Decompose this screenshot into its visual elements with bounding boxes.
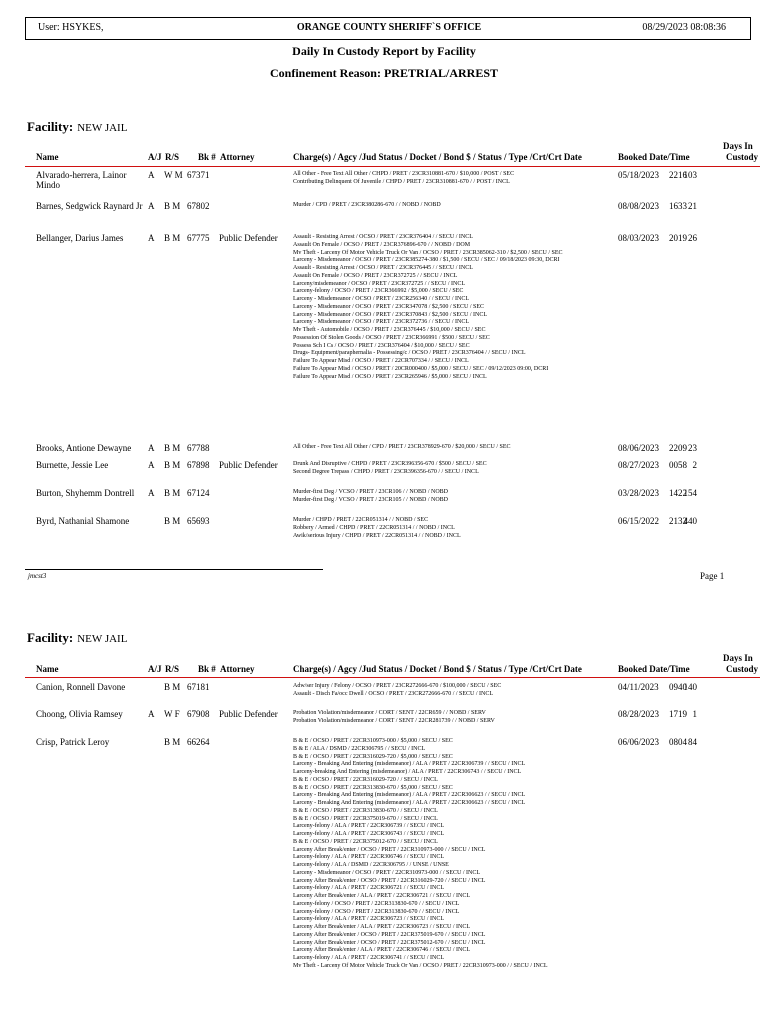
col-name: Name: [36, 664, 59, 674]
charge-line: Larceny - Breaking And Entering (misdemeanor) / ALA / PRET / 22CR306623 / / SECU / INCL: [293, 800, 526, 806]
charge-line: Failure To Appear Misd / OCSO / PRET / 22CR707334 / / SECU / INCL: [293, 358, 469, 364]
col-days-top: Days In: [723, 653, 753, 663]
col-name: Name: [36, 152, 59, 162]
booked-time: 2019: [669, 233, 687, 243]
charge-line: Adw/ser Injury / Felony / OCSO / PRET / 23CR272666-670 / $100,000 / SECU / SEC: [293, 683, 502, 689]
charge-line: Robbery / Armed / CHPD / PRET / 22CR051314 / / NOBD / INCL: [293, 524, 455, 531]
charge-line: Mv Theft - Larceny Of Motor Vehicle Truck Or Van / OCSO / PRET / 22CR310973-000 / / SECU / INCL: [293, 962, 548, 969]
booked-time: 2209: [669, 443, 687, 453]
days-in-custody: 1: [692, 709, 697, 719]
charge-line: B & E / OCSO / PRET / 22CR316029-720 / / SECU / INCL: [293, 776, 438, 783]
adult-juvenile: A: [148, 233, 155, 243]
inmate-name: Burton, Shyhemm Dontrell: [36, 488, 135, 498]
user-label: User: HSYKES,: [38, 22, 104, 33]
col-attorney: Attorney: [220, 664, 255, 674]
charges-list: [293, 710, 611, 726]
charges-list: [293, 461, 611, 477]
inmate-name: Barnes, Sedgwick Raynard Jr: [36, 201, 143, 211]
days-in-custody: 103: [683, 170, 697, 180]
charge-line: Larceny-felony / ALA / PRET / 22CR306743 / / SECU / INCL: [293, 831, 445, 837]
booked-date: 03/28/2023: [618, 488, 660, 498]
days-in-custody: 23: [688, 443, 697, 453]
charge-line: Larceny-felony / ALA / PRET / 22CR306739 / / SECU / INCL: [293, 823, 445, 830]
charge-line: Larceny-felony / ALA / DSMD / 22CR306795 / / UNSE / UNSE: [293, 862, 449, 868]
facility-name: NEW JAIL: [77, 122, 128, 134]
charge-line: Larceny After Break/enter / OCSO / PRET / 22CR310973-000 / / SECU / INCL: [293, 846, 486, 853]
attorney: Public Defender: [219, 709, 278, 719]
days-in-custody: 21: [688, 201, 697, 211]
charge-line: Larceny - Misdemeanor / OCSO / PRET / 23CR256340 / / SECU / INCL: [293, 296, 470, 302]
charges-list: [293, 517, 611, 540]
days-in-custody: 440: [683, 516, 697, 526]
race-sex: B M: [164, 443, 181, 453]
booking-number: 67802: [187, 201, 210, 211]
days-in-custody: 26: [688, 233, 697, 243]
charge-line: Probation Violation/misdemeanor / CORT / SENT / 22CR281739 / / NOBD / SERV: [293, 717, 495, 724]
booked-time: 0804: [669, 737, 687, 747]
inmate-name: Crisp, Patrick Leroy: [36, 737, 110, 747]
adult-juvenile: A: [148, 709, 155, 719]
charge-line: Larceny After Break/enter / OCSO / PRET / 22CR316029-720 / / SECU / INCL: [293, 877, 486, 884]
booked-date: 08/28/2023: [618, 709, 660, 719]
col-bk: Bk #: [198, 664, 216, 674]
charge-line: Assault - Disch Fa/occ Dwell / OCSO / PRET / 23CR272666-670 / / SECU / INCL: [293, 690, 494, 697]
charge-line: Drunk And Disruptive / CHPD / PRET / 23CR396356-670 / $500 / SECU / SEC: [293, 461, 487, 467]
col-days-bottom: Custody: [726, 152, 759, 162]
facility-heading: [27, 119, 127, 135]
charge-line: Awik/serious Injury / CHPD / PRET / 22CR051314 / / NOBD / INCL: [293, 532, 461, 539]
charge-line: Larceny-breaking And Entering (misdemeanor) / ALA / PRET / 22CR306743 / / SECU / INCL: [293, 769, 522, 775]
charge-line: Mv Theft - Larceny Of Motor Vehicle Truck Or Van / OCSO / PRET / 23CR385062-310 / $2,500 / SECU / SEC: [293, 249, 563, 256]
charges-list: [293, 202, 611, 210]
days-in-custody: 2: [692, 460, 697, 470]
charge-line: Larceny After Break/enter / ALA / PRET / 22CR306746 / / SECU / INCL: [293, 947, 471, 954]
charge-line: Larceny - Misdemeanor / OCSO / PRET / 23CR370843 / $2,500 / SECU / INCL: [293, 311, 488, 318]
charge-line: Larceny After Break/enter / ALA / PRET / 22CR306721 / / SECU / INCL: [293, 893, 471, 899]
days-in-custody: 140: [683, 682, 697, 692]
booked-time: 0940: [669, 682, 687, 692]
booking-number: 66264: [187, 737, 210, 747]
booked-date: 04/11/2023: [618, 682, 659, 692]
booking-number: 67908: [187, 709, 210, 719]
charges-list: [293, 444, 611, 452]
days-in-custody: 84: [688, 737, 697, 747]
charge-line: Assault On Female / OCSO / PRET / 23CR376896-670 / / NOBD / DOM: [293, 241, 471, 248]
charges-list: [293, 171, 611, 187]
col-rs: R/S: [165, 664, 180, 674]
booking-number: 67371: [187, 170, 210, 180]
charge-line: Larceny - Breaking And Entering (misdemeanor) / ALA / PRET / 22CR306739 / / SECU / INCL: [293, 761, 526, 768]
adult-juvenile: A: [148, 460, 155, 470]
charge-line: Larceny-felony / OCSO / PRET / 22CR313830-670 / / SECU / INCL: [293, 908, 460, 915]
booked-date: 06/15/2022: [618, 516, 660, 526]
charge-line: B & E / OCSO / PRET / 22CR313830-670 / $5,000 / SECU / SEC: [293, 784, 453, 791]
charge-line: Larceny - Misdemeanor / OCSO / PRET / 22CR310973-000 / / SECU / INCL: [293, 869, 481, 876]
facility-label: Facility:: [27, 119, 74, 134]
report-datetime: 08/29/2023 08:08:36: [642, 22, 726, 33]
charges-list: [293, 489, 611, 505]
booked-date: 08/03/2023: [618, 233, 660, 243]
charge-line: Larceny - Misdemeanor / OCSO / PRET / 23CR347078 / $2,500 / SECU / SEC: [293, 303, 485, 310]
charge-line: Larceny After Break/enter / ALA / PRET / 22CR306723 / / SECU / INCL: [293, 924, 471, 930]
charges-list: [293, 234, 611, 381]
charge-line: Larceny - Misdemeanor / OCSO / PRET / 23CR372736 / / SECU / INCL: [293, 319, 470, 326]
col-aj: A/J: [148, 152, 162, 162]
charge-line: All Other - Free Text All Other / CPD / PRET / 23CR378929-670 / $20,000 / SECU / SEC: [293, 444, 511, 450]
charge-line: Failure To Appear Misd / OCSO / PRET / 23CR265946 / $5,000 / SECU / INCL: [293, 373, 487, 380]
booked-time: 1422: [669, 488, 687, 498]
inmate-name: Burnette, Jessie Lee: [36, 460, 109, 470]
attorney: Public Defender: [219, 233, 278, 243]
header-rule: [25, 166, 760, 167]
charge-line: Larceny-felony / ALA / PRET / 22CR306723 / / SECU / INCL: [293, 916, 445, 923]
report-subtitle: Confinement Reason: PRETRIAL/ARREST: [269, 66, 499, 80]
charge-line: B & E / OCSO / PRET / 22CR375012-670 / / SECU / INCL: [293, 838, 438, 845]
inmate-name: Byrd, Nathanial Shamone: [36, 516, 130, 526]
booked-date: 08/06/2023: [618, 443, 660, 453]
charge-line: Larceny - Misdemeanor / OCSO / PRET / 23CR385274-380 / $1,500 / SECU / SEC / 09/18/2023 09:30, DCRI: [293, 257, 560, 264]
booked-time: 2216: [669, 170, 687, 180]
header-rule: [25, 677, 760, 678]
booked-time: 1719: [669, 709, 687, 719]
race-sex: B M: [164, 460, 181, 470]
charge-line: Murder / CHPD / PRET / 22CR051314 / / NOBD / SEC: [293, 517, 429, 523]
adult-juvenile: A: [148, 170, 155, 180]
col-attorney: Attorney: [220, 152, 255, 162]
col-aj: A/J: [148, 664, 162, 674]
charge-line: B & E / ALA / DSMD / 22CR306795 / / SECU / INCL: [293, 745, 426, 752]
footer-divider: [25, 569, 323, 570]
booked-time: 0058: [669, 460, 687, 470]
facility-heading: [27, 630, 127, 646]
col-bk: Bk #: [198, 152, 216, 162]
charge-line: Larceny-felony / ALA / PRET / 22CR306721 / / SECU / INCL: [293, 885, 445, 892]
charge-line: Murder-first Deg / VCSO / PRET / 23CR106 / / NOBD / NOBD: [293, 489, 448, 495]
charge-line: Larceny/misdemeanor / OCSO / PRET / 23CR372725 / / SECU / INCL: [293, 280, 466, 287]
booked-date: 05/18/2023: [618, 170, 660, 180]
charge-line: Larceny-felony / OCSO / PRET / 22CR313830-670 / / SECU / INCL: [293, 900, 460, 907]
report-title: Daily In Custody Report by Facility: [292, 44, 476, 58]
inmate-name: Canion, Ronnell Davone: [36, 682, 126, 692]
charge-line: Larceny After Break/enter / OCSO / PRET / 22CR375019-670 / / SECU / INCL: [293, 931, 486, 938]
facility-name: NEW JAIL: [77, 633, 128, 645]
charge-line: B & E / OCSO / PRET / 22CR375019-670 / / SECU / INCL: [293, 815, 438, 822]
charge-line: Assault On Female / OCSO / PRET / 23CR372725 / / SECU / INCL: [293, 272, 458, 279]
charge-line: Contributing Delinquent Of Juvenile / CHPD / PRET / 23CR310881-670 / / POST / INCL: [293, 178, 510, 185]
adult-juvenile: A: [148, 201, 155, 211]
charge-line: All Other - Free Text All Other / CHPD / PRET / 23CR310881-670 / $10,000 / POST / SEC: [293, 171, 515, 177]
charge-line: Larceny - Breaking And Entering (misdemeanor) / ALA / PRET / 22CR306623 / / SECU / INCL: [293, 792, 526, 799]
race-sex: B M: [164, 737, 181, 747]
race-sex: W M: [164, 170, 183, 180]
charge-line: B & E / OCSO / PRET / 22CR310973-000 / $5,000 / SECU / SEC: [293, 738, 453, 744]
col-days-top: Days In: [723, 141, 753, 151]
charge-line: Larceny-felony / OCSO / PRET / 23CR366992 / $5,000 / SECU / SEC: [293, 288, 464, 295]
booking-number: 67181: [187, 682, 210, 692]
attorney: Public Defender: [219, 460, 278, 470]
facility-label: Facility:: [27, 630, 74, 645]
booking-number: 67898: [187, 460, 210, 470]
report-header: [25, 17, 751, 40]
charge-line: Assault - Resisting Arrest / OCSO / PRET / 23CR376404 / / SECU / INCL: [293, 234, 473, 240]
footer-id: jmcst3: [28, 572, 47, 580]
booked-time: 2132: [669, 516, 687, 526]
col-days-bottom: Custody: [726, 664, 759, 674]
race-sex: W F: [164, 709, 180, 719]
adult-juvenile: A: [148, 443, 155, 453]
booking-number: 67788: [187, 443, 210, 453]
col-charges: Charge(s) / Agcy /Jud Status / Docket / Bond $ / Status / Type /Crt/Crt Date: [293, 152, 582, 162]
charge-line: Probation Violation/misdemeanor / CORT / SENT / 22CR659 / / NOBD / SERV: [293, 710, 486, 716]
inmate-name: Bellanger, Darius James: [36, 233, 124, 243]
charges-list: [293, 683, 611, 699]
days-in-custody: 154: [683, 488, 697, 498]
booking-number: 65693: [187, 516, 210, 526]
booked-time: 1633: [669, 201, 687, 211]
agency-name: ORANGE COUNTY SHERIFF`S OFFICE: [296, 22, 482, 33]
charges-list: [293, 738, 611, 971]
booked-date: 08/27/2023: [618, 460, 660, 470]
charge-line: Larceny-felony / ALA / PRET / 22CR306741 / / SECU / INCL: [293, 955, 445, 961]
charge-line: Possess Sch I Cs / OCSO / PRET / 23CR376404 / $10,000 / SECU / SEC: [293, 342, 470, 349]
charge-line: Larceny After Break/enter / OCSO / PRET / 22CR375012-670 / / SECU / INCL: [293, 939, 486, 946]
inmate-name: Alvarado-herrera, Lainor Mindo: [36, 170, 127, 190]
charge-line: B & E / OCSO / PRET / 22CR313830-670 / / SECU / INCL: [293, 807, 438, 814]
booked-date: 06/06/2023: [618, 737, 660, 747]
charge-line: Possession Of Stolen Goods / OCSO / PRET / 23CR366991 / $500 / SECU / SEC: [293, 334, 490, 341]
col-booked: Booked Date/Time: [618, 152, 690, 162]
charge-line: Larceny-felony / ALA / PRET / 22CR306746 / / SECU / INCL: [293, 854, 445, 861]
race-sex: B M: [164, 233, 181, 243]
race-sex: B M: [164, 488, 181, 498]
charge-line: Assault - Resisting Arrest / OCSO / PRET / 23CR376445 / / SECU / INCL: [293, 265, 473, 271]
page-number: Page 1: [700, 571, 725, 581]
inmate-name: Choong, Olivia Ramsey: [36, 709, 123, 719]
race-sex: B M: [164, 682, 181, 692]
charge-line: Second Degree Trepass / CHPD / PRET / 23CR396356-670 / / SECU / INCL: [293, 468, 479, 475]
booked-date: 08/08/2023: [618, 201, 660, 211]
col-rs: R/S: [165, 152, 180, 162]
charge-line: Murder / CPD / PRET / 23CR380286-670 / / NOBD / NOBD: [293, 202, 441, 208]
booking-number: 67775: [187, 233, 210, 243]
race-sex: B M: [164, 201, 181, 211]
inmate-name: Brooks, Antione Dewayne: [36, 443, 132, 453]
adult-juvenile: A: [148, 488, 155, 498]
charge-line: B & E / OCSO / PRET / 22CR316029-720 / $5,000 / SECU / SEC: [293, 753, 453, 760]
charge-line: Mv Theft - Automobile / OCSO / PRET / 23CR376445 / $10,000 / SECU / SEC: [293, 327, 486, 333]
col-charges: Charge(s) / Agcy /Jud Status / Docket / Bond $ / Status / Type /Crt/Crt Date: [293, 664, 582, 674]
charge-line: Failure To Appear Misd / OCSO / PRET / 20CR000400 / $5,000 / SECU / SEC / 09/12/2023 09:00, DCRI: [293, 365, 549, 372]
col-booked: Booked Date/Time: [618, 664, 690, 674]
charge-line: Murder-first Deg / VCSO / PRET / 23CR105 / / NOBD / NOBD: [293, 496, 448, 503]
race-sex: B M: [164, 516, 181, 526]
charge-line: Drugs- Equipment/paraphernalia - Possessing/c / OCSO / PRET / 23CR376404 / / SECU / INCL: [293, 350, 526, 357]
booking-number: 67124: [187, 488, 210, 498]
